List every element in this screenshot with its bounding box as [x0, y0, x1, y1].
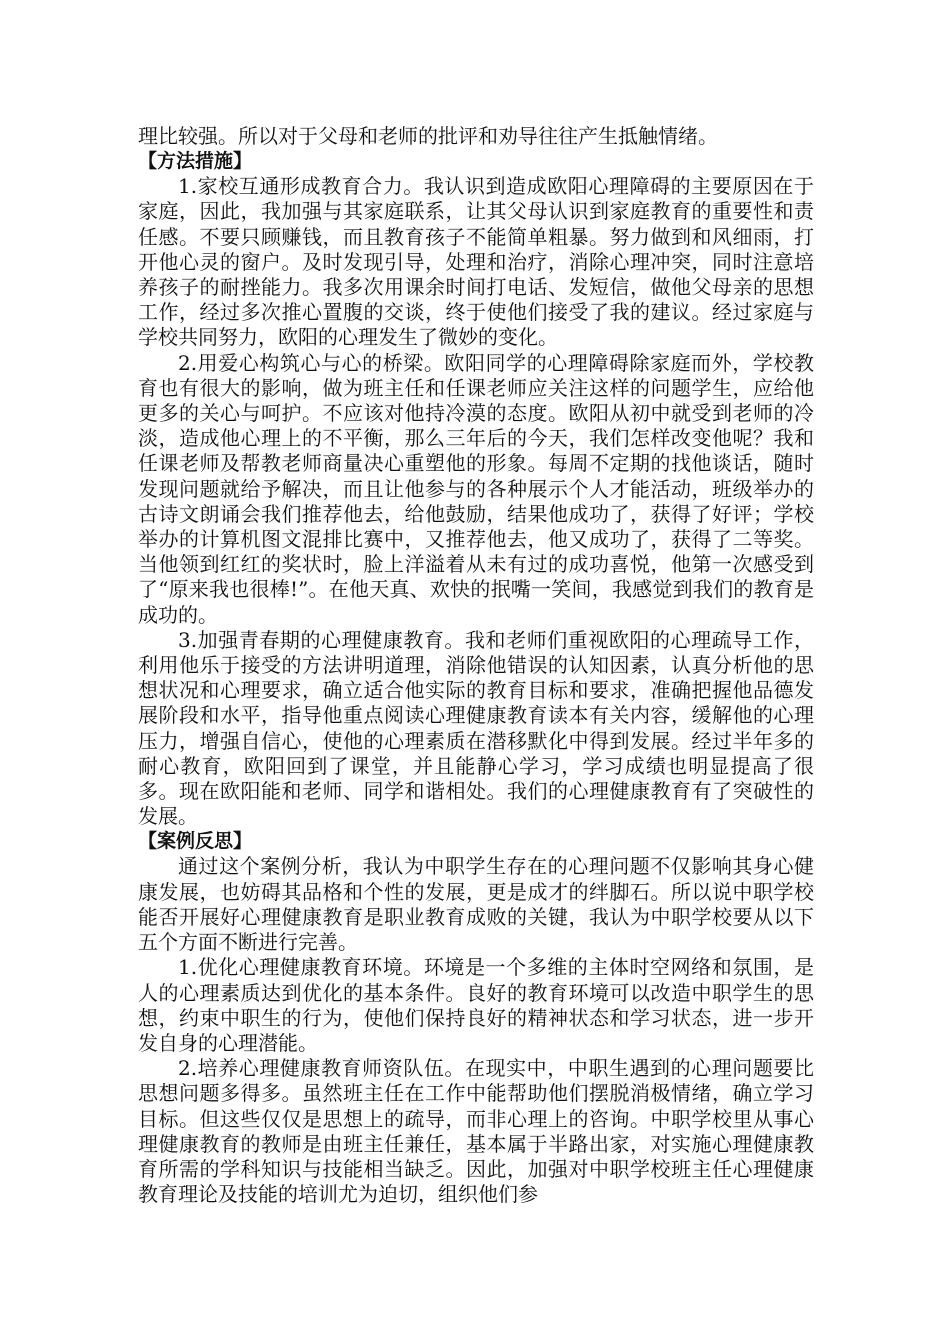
section-heading-methods: 【方法措施】 [138, 150, 253, 173]
paragraph-method-3: 3.加强青春期的心理健康教育。我和老师们重视欧阳的心理疏导工作，利用他乐于接受的方法讲明道理，消除他错误的认知因素，认真分析他的思想状况和心理要求，确立适合他实际的教育目标和要求，准确把握他品德发展阶段和水平，指导他重点阅读心理健康教育读本有关内容，缓解他的心理压力，增强自信心，使他的心理素质在潜移默化中得到发展。经过半年多的耐心教育，欧阳回到了课堂，并且能静心学习，学习成绩也明显提高了很多。现在欧阳能和老师、同学和谐相处。我们的心理健康教育有了突破性的发展。 [138, 627, 814, 829]
paragraph-reflection-intro: 通过这个案例分析，我认为中职学生存在的心理问题不仅影响其身心健康发展，也妨碍其品格和个性的发展，更是成才的绊脚石。所以说中职学校能否开展好心理健康教育是职业教育成败的关键，我认为中职学校要从以下五个方面不断进行完善。 [138, 854, 814, 955]
section-heading-reflection: 【案例反思】 [138, 830, 253, 853]
paragraph-reflection-1: 1.优化心理健康教育环境。环境是一个多维的主体时空网络和氛围，是人的心理素质达到优化的基本条件。良好的教育环境可以改造中职学生的思想，约束中职生的行为，使他们保持良好的精神状态和学习状态，进一步开发自身的心理潜能。 [138, 955, 814, 1055]
paragraph-method-2: 2.用爱心构筑心与心的桥梁。欧阳同学的心理障碍除家庭而外，学校教育也有很大的影响，做为班主任和任课老师应关注这样的问题学生，应给他更多的关心与呵护。不应该对他持冷漠的态度。欧阳从初中就受到老师的冷淡，造成他心理上的不平衡，那么三年后的今天，我们怎样改变他呢？我和任课老师及帮教老师商量决心重塑他的形象。每周不定期的找他谈话，随时发现问题就给予解决，而且让他参与的各种展示个人才能活动，班级举办的古诗文朗诵会我们推荐他去，给他鼓励，结果他成功了，获得了好评；学校举办的计算机图文混排比赛中，又推荐他去，他又成功了，获得了二等奖。当他领到红红的奖状时，脸上洋溢着从未有过的成功喜悦，他第一次感受到了“原来我也很棒!”。在他天真、欢快的抿嘴一笑间，我感觉到我们的教育是成功的。 [138, 350, 814, 627]
paragraph-reflection-2: 2.培养心理健康教育师资队伍。在现实中，中职生遇到的心理问题要比思想问题多得多。虽然班主任在工作中能帮助他们摆脱消极情绪，确立学习目标。但这些仅仅是思想上的疏导，而非心理上的咨询。中职学校里从事心理健康教育的教师是由班主任兼任，基本属于半路出家，对实施心理健康教育所需的学科知识与技能相当缺乏。因此，加强对中职学校班主任心理健康教育理论及技能的培训尤为迫切，组织他们参 [138, 1056, 814, 1207]
paragraph-method-1: 1.家校互通形成教育合力。我认识到造成欧阳心理障碍的主要原因在于家庭，因此，我加强与其家庭联系，让其父母认识到家庭教育的重要性和责任感。不要只顾赚钱，而且教育孩子不能简单粗暴。努力做到和风细雨，打开他心灵的窗户。及时发现引导，处理和治疗，消除心理冲突，同时注意培养孩子的耐挫能力。我多次用课余时间打电话、发短信，做他父母亲的思想工作，经过多次推心置腹的交谈，终于使他们接受了我的建议。经过家庭与学校共同努力，欧阳的心理发生了微妙的变化。 [138, 174, 814, 350]
paragraph-continued: 理比较强。所以对于父母和老师的批评和劝导往往产生抵触情绪。 [138, 124, 718, 148]
document-page [138, 124, 814, 1207]
